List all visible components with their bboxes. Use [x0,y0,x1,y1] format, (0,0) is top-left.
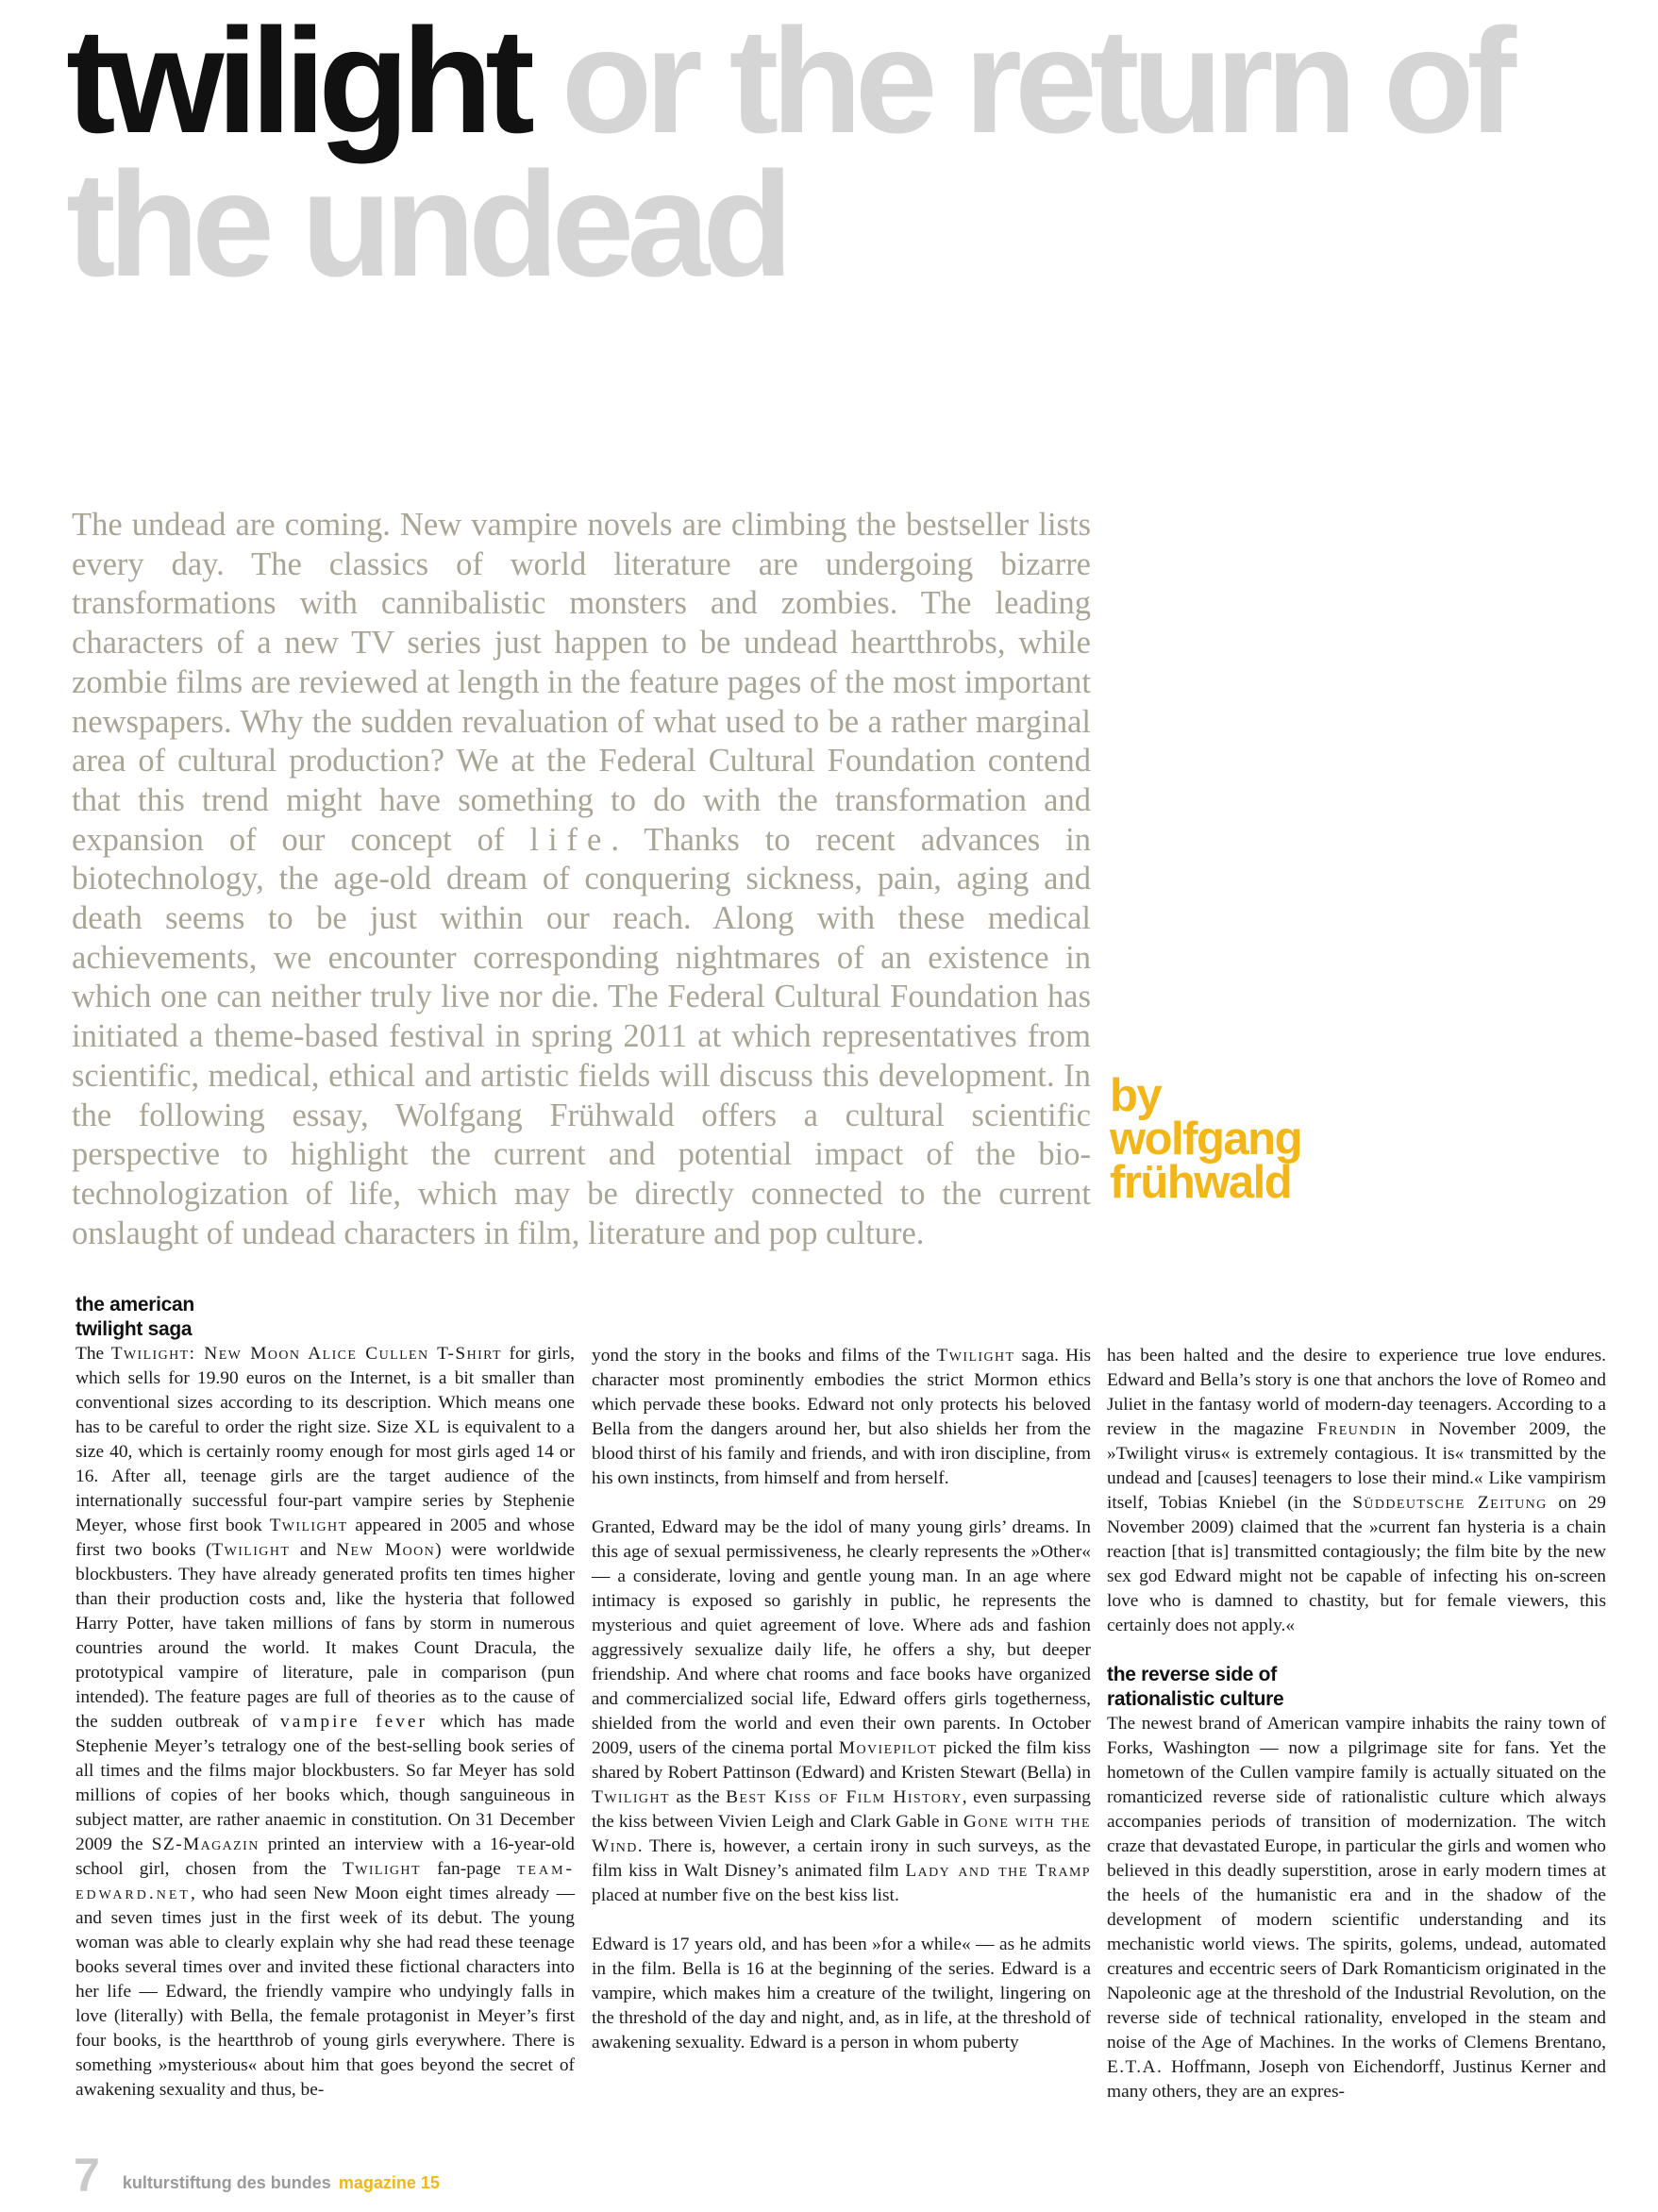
page-footer [74,2142,440,2202]
spaced-run: team-edward.net [75,1859,575,1903]
headline-dark: twilight [66,0,528,164]
small-caps-run: XL [413,1417,442,1437]
small-caps-run: Freundin [1316,1419,1398,1439]
text-run: on 29 November 2009) claimed that the »current fan hysteria is a chain reaction [that is] transmitted contagiously; the film bite by the new sex god Edward might not be capable of infecting his on-screen love who is damned to chastity, but for female viewers, this certainly does not apply.« [1107,1493,1606,1635]
text-run: , even surpassing the kiss between Vivien Leigh and Clark Gable in [592,1787,1091,1832]
small-caps-run: Moviepilot [838,1738,938,1758]
text-run: The newest brand of American vampire inhabits the rainy town of Forks, Washington — now a pilgrimage site for fans. Yet the hometown of the Cullen vampire family is actually situated on the romanticized reverse side of rationalistic culture which always accompanies periods of transition of modernization. The witch craze that devastated Europe, in particular the girls and women who believed in this deadly superstition, arose in early modern times at the heels of the humanistic era and in the shadow of the development of modern scientific understanding and its mechanistic world views. The spirits, golems, undead, automated creatures and eccentric seers of Dark Romanticism originated in the Napoleonic age at the threshold of the Industrial Revolution, on the reverse side of technical rationality, enveloped in the steam and noise of the Age of Machines. In the works of Clemens Brentano, [1107,1714,1606,2053]
subhead-line-2: twilight saga [75,1318,193,1340]
column-2-paragraph-1 [592,1344,1091,1491]
text-run: for girls, which sells for 19.90 euros on the Internet, is a bit smaller than conventional sizes according to its description. Which means one has to be careful to order the right size. Size [75,1344,575,1437]
text-run: Granted, Edward may be the idol of many young girls’ dreams. In this age of sexual permissiveness, he clearly represents the »Other« — a considerate, loving and gentle young man. In an age where intimacy is exposed so garishly in public, he represents the mysterious and quiet agreement of love. Where ads and fashion aggressively sexualize daily life, he offers a shy, but deeper friendship. And where chat rooms and face books have organized and commercialized social life, Edward offers girls togetherness, shielded from the world and even their own parents. In October 2009, users of the cinema portal [592,1517,1091,1758]
small-caps-run: Twilight [592,1787,670,1807]
small-caps-run: Twilight [211,1540,291,1560]
page-number: 7 [74,2149,100,2202]
section-heading-reverse-side [1107,1663,1606,1712]
text-run: has been halted and the desire to experience true love endures. Edward and Bella’s story is one that anchors the love of Romeo and Juliet in the fantasy world of modern-day teenagers. According to a review in the magazine [1107,1346,1606,1439]
small-caps-run: Twilight: New Moon Alice Cullen T-Shirt [110,1344,502,1364]
column-2-paragraph-3: Edward is 17 years old, and has been »for a while« — as he admits in the film. Bella is 16 at the beginning of the series. Edward is a vampire, which makes him a creature of the twilight, lingering on the threshold of the day and night, and, as in life, at the threshold of awakening sexuality. Edward is a person in whom puberty [592,1935,1091,2053]
section-heading-american-twilight-saga [75,1293,575,1342]
text-run: picked the film kiss shared by Robert Pattinson (Edward) and Kristen Stewart (Bella) in [592,1738,1091,1783]
article-column-2 [592,1344,1091,2055]
article-column-3 [1107,1344,1606,2104]
intro-spaced-word: life [529,821,611,858]
small-caps-run: Gone with the Wind [592,1812,1091,1856]
small-caps-run: Twilight [936,1346,1015,1366]
text-run: . There is, however, a certain irony in such surveys, as the film kiss in Walt Disney’s animated film [592,1836,1091,1881]
intro-paragraph [72,506,1091,1253]
text-run: yond the story in the books and films of the [592,1346,937,1366]
subhead-line-1: the reverse side of [1107,1664,1277,1685]
small-caps-run: Süddeutsche Zeitung [1352,1493,1548,1513]
text-run: placed at number five on the best kiss list. [592,1885,899,1905]
intro-text-2: . Thanks to recent advances in biotechnology, the age-old dream of conquering sickness, pain, aging and death seems to be just within our reach. Along with these medical achievements, we encounter corresponding nightmares of an existence in which one can neither truly live nor die. The Federal Cultural Foundation has initiated a theme-based festival in spring 2011 at which representatives from scientific, medical, ethical and artistic fields will discuss this development. In the following essay, Wolfgang Frühwald offers a cultural scientific perspective to highlight the current and potential impact of the bio-technologization of life, which may be directly connected to the current onslaught of undead characters in film, literature and pop culture. [72,821,1091,1251]
text-run: , who had seen New Moon eight times already — and seven times just in the first week of its debut. The young woman was able to clearly explain why she had read these teenage books several times over and invited these fictional characters into her life — Edward, the friendly vampire who undyingly falls in love (literally) with Bella, the female protagonist in Meyer’s first four books, is the heartthrob of young girls everywhere. There is something »mysterious« about him that goes beyond the secret of awakening sexuality and thus, be- [75,1884,575,2100]
byline [1110,1070,1506,1208]
small-caps-run: Twilight [269,1516,348,1535]
intro-text-1: The undead are coming. New vampire novels are climbing the bestseller lists every day. The classics of world literature are undergoing bizarre transformations with cannibalistic monsters and zombies. The leading characters of a new TV series just happen to be undead heartthrobs, while zombie films are reviewed at length in the feature pages of the most important newspapers. Why the sudden revaluation of what used to be a rather marginal area of cultural production? We at the Federal Cultural Foundation contend that this trend might have something to do with the transformation and expansion of our concept of [72,507,1091,858]
small-caps-run: Lady and the Tramp [905,1861,1091,1881]
spaced-run: vampire fever [280,1712,427,1732]
text-run: and [290,1540,337,1560]
small-caps-run: E.T.A. [1107,2057,1164,2077]
text-run: fan-page [420,1859,517,1879]
small-caps-run: Best Kiss of Film History [726,1787,963,1807]
text-run: saga. His character most prominently embodies the strict Mormon ethics which pervade these books. Edward not only protects his beloved Bella from the dangers around her, but also shields her from the blood thirst of his family and friends, and with iron discipline, from his own instincts, from himself and from herself. [592,1346,1092,1488]
column-3-paragraph-1 [1107,1344,1606,1638]
publication-name: kulturstiftung des bundes [122,2173,331,2192]
text-run: ) were worldwide blockbusters. They have already generated profits ten times higher than their production costs and, like the hysteria that followed Harry Potter, have taken millions of fans by storm in numerous countries around the world. It makes Count Dracula, the prototypical vampire of literature, pale in comparison (pun intended). The feature pages are full of theories as to the cause of the sudden outbreak of [75,1540,576,1732]
byline-first-name: wolfgang [1110,1114,1302,1165]
text-run: in November 2009, the »Twilight virus« is extremely contagious. It is« transmitted by the undead and [causes] teenagers to lose their mind.« Like vampirism itself, Tobias Kniebel (in the [1107,1419,1606,1513]
text-run: appeared in 2005 and whose first two books ( [75,1516,575,1560]
issue-label: magazine 15 [338,2173,440,2192]
headline-light: or the return of the undead [66,0,1510,308]
byline-last-name: frühwald [1110,1157,1292,1208]
text-run: as the [669,1787,727,1807]
text-run: is equivalent to a size 40, which is certainly roomy enough for most girls aged 14 or 16. After all, teenage girls are the target audience of the internationally successful four-part vampire series by Stephenie Meyer, whose first book [75,1417,575,1535]
article-column-1 [75,1293,575,2103]
subhead-line-1: the american [75,1294,194,1315]
text-run: printed an interview with a 16-year-old school girl, chosen from the [75,1835,575,1879]
text-run: The [75,1344,111,1364]
byline-by: by [1110,1070,1162,1121]
column-1-paragraph [75,1342,575,2103]
subhead-line-2: rationalistic culture [1107,1688,1284,1710]
text-run: Hoffmann, Joseph von Eichendorff, Justinus Kerner and many others, they are an expres- [1107,2057,1606,2102]
headline [66,0,1633,308]
column-3-paragraph-2 [1107,1712,1606,2104]
column-2-paragraph-2 [592,1516,1091,1908]
small-caps-run: SZ-Magazin [151,1835,260,1854]
small-caps-run: Twilight [342,1859,421,1879]
small-caps-run: New Moon [336,1540,436,1560]
text-run: which has made Stephenie Meyer’s tetralogy one of the best-selling book series of all times and the films major blockbusters. So far Meyer has sold millions of copies of her books which, though sanguineous in subject matter, are rather anaemic in constitution. On 31 December 2009 the [75,1712,575,1854]
